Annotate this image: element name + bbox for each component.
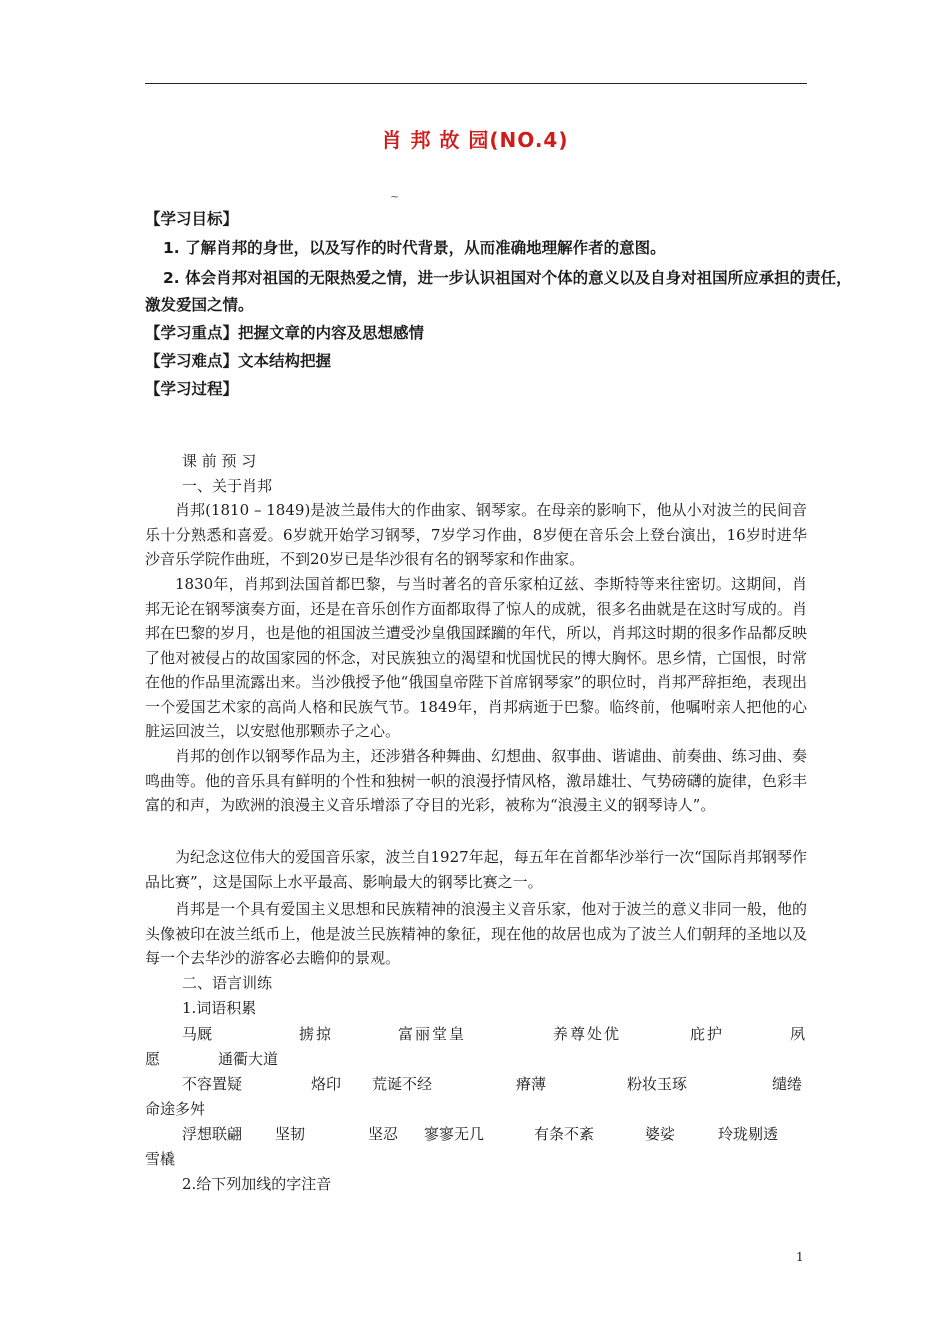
objectives-heading: 【学习目标】 [145,210,239,228]
focus-line: 【学习重点】把握文章的内容及思想感情 [145,324,425,342]
vocab-word: 夙 [790,1025,806,1043]
paragraph-2: 1830年，肖邦到法国首都巴黎，与当时著名的音乐家柏辽兹、李斯特等来往密切。这期间，肖邦无论在钢琴演奏方面，还是在音乐创作方面都取得了惊人的成就，很多名曲就是在这时写成的。肖邦在巴黎的岁月，也是他的祖国波兰遭受沙皇俄国蹂躏的年代，所以，肖邦这时期的很多作品都反映了他对被侵占的故国家园的怀念，对民族独立的渴望和忧国忧民的博大胸怀。思乡情，亡国恨，时常在他的作品里流露出来。当沙俄授予他“俄国皇帝陛下首席钢琴家”的职位时，肖邦严辞拒绝，表现出一个爱国艺术家的高尚人格和民族气节。1849年，肖邦病逝于巴黎。临终前，他嘱咐亲人把他的心脏运回波兰，以安慰他那颗赤子之心。 [145,575,807,740]
vocab-word: 浮想联翩 [182,1125,243,1143]
vocab-word: 愿 [145,1050,161,1068]
vocab-word: 通衢大道 [218,1050,279,1068]
vocab-word: 坚韧 [275,1125,306,1143]
pinyin-heading: 2.给下列加线的字注音 [182,1175,332,1193]
tilde-mark: ~ [390,190,400,203]
vocab-word: 烙印 [311,1075,342,1093]
difficulty-line: 【学习难点】文本结构把握 [145,352,332,370]
vocab-word: 命途多舛 [145,1100,206,1118]
process-heading: 【学习过程】 [145,380,239,398]
section-2-heading: 二、语言训练 [182,974,273,992]
vocab-heading: 1.词语积累 [182,999,257,1017]
section-1-heading: 一、关于肖邦 [182,477,273,495]
vocab-word: 养尊处优 [553,1025,622,1043]
vocab-word: 寥寥无几 [424,1125,485,1143]
vocab-word: 马厩 [182,1025,213,1043]
page-number: 1 [796,1250,804,1264]
objective-item-2-cont: 激发爱国之情。 [145,296,254,314]
vocab-word: 婆娑 [645,1125,676,1143]
vocab-word: 荒诞不经 [372,1075,433,1093]
vocab-word: 粉妆玉琢 [627,1075,688,1093]
preview-heading: 课 前 预 习 [182,452,257,470]
paragraph-4: 为纪念这位伟大的爱国音乐家，波兰自1927年起，每五年在首都华沙举行一次“国际肖邦钢琴作品比赛”，这是国际上水平最高、影响最大的钢琴比赛之一。 [145,848,807,891]
vocab-word: 玲珑剔透 [718,1125,779,1143]
header-rule [145,83,807,84]
vocab-word: 有条不紊 [534,1125,595,1143]
document-title: 肖 邦 故 园(NO.4) [381,128,569,152]
paragraph-1: 肖邦(1810 – 1849)是波兰最伟大的作曲家、钢琴家。在母亲的影响下，他从小对波兰的民间音乐十分熟悉和喜爱。6岁就开始学习钢琴，7岁学习作曲，8岁便在音乐会上登台演出，16岁时进华沙音乐学院作曲班，不到20岁已是华沙很有名的钢琴家和作曲家。 [145,501,807,568]
vocab-word: 瘠薄 [516,1075,547,1093]
objective-item-2: 2. 体会肖邦对祖国的无限热爱之情，进一步认识祖国对个体的意义以及自身对祖国所应承担的责任， [163,269,852,287]
vocab-word: 庇护 [690,1025,725,1043]
vocab-word: 富丽堂皇 [398,1025,467,1043]
paragraph-5: 肖邦是一个具有爱国主义思想和民族精神的浪漫主义音乐家，他对于波兰的意义非同一般，他的头像被印在波兰纸币上，他是波兰民族精神的象征，现在他的故居也成为了波兰人们朝拜的圣地以及每一个去华沙的游客必去瞻仰的景观。 [145,900,807,967]
vocab-word: 雪橇 [145,1150,176,1168]
paragraph-3: 肖邦的创作以钢琴作品为主，还涉猎各种舞曲、幻想曲、叙事曲、谐谑曲、前奏曲、练习曲、奏鸣曲等。他的音乐具有鲜明的个性和独树一帜的浪漫抒情风格，激昂雄壮、气势磅礴的旋律，色彩丰富的和声，为欧洲的浪漫主义音乐增添了夺目的光彩，被称为“浪漫主义的钢琴诗人”。 [145,747,807,814]
objective-item-1: 1. 了解肖邦的身世，以及写作的时代背景，从而准确地理解作者的意图。 [163,239,666,257]
vocab-word: 不容置疑 [182,1075,243,1093]
vocab-word: 缱绻 [772,1075,803,1093]
vocab-word: 掳掠 [299,1025,334,1043]
vocab-word: 坚忍 [368,1125,399,1143]
